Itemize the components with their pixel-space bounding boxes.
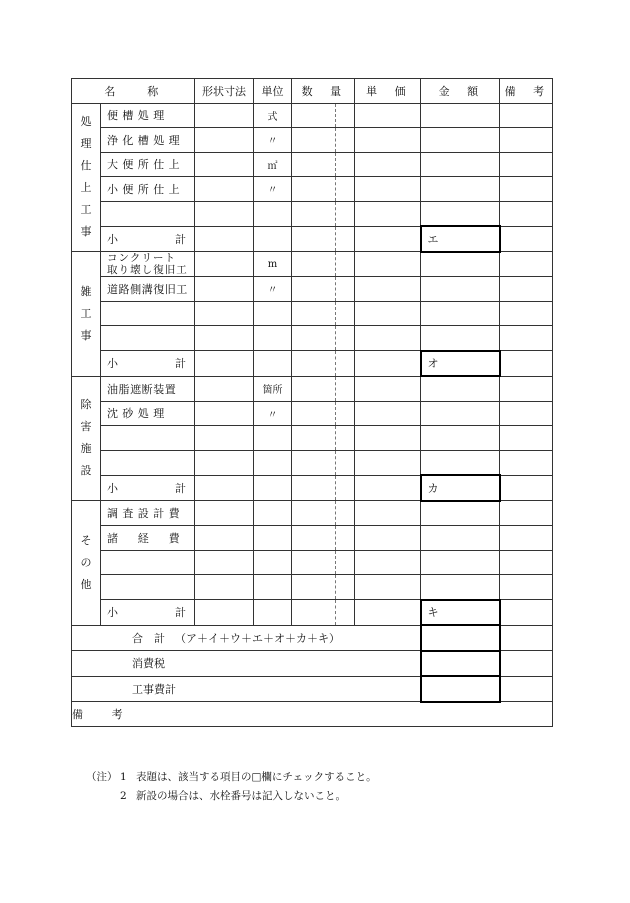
subtotal-amount-box: キ: [421, 600, 500, 626]
amount-cell: [421, 177, 500, 202]
subtotal-row: [72, 351, 553, 377]
tax-row-label: 消費税: [72, 651, 421, 677]
item-name: 沈砂処理: [101, 401, 195, 426]
table-row: [72, 201, 553, 226]
qty-cell-2: [336, 575, 355, 600]
category-char: の: [80, 555, 92, 569]
amount-cell: [421, 128, 500, 153]
unit-cell: [254, 526, 292, 551]
dims-cell: [195, 152, 254, 177]
note-number: 1: [120, 771, 127, 783]
item-name-line: 取り壊し復旧工: [107, 264, 188, 276]
price-cell: [355, 550, 421, 575]
dims-cell: [195, 351, 254, 377]
subtotal-label: [101, 600, 195, 626]
unit-cell: ㎡: [254, 152, 292, 177]
dims-cell: [195, 177, 254, 202]
total-row: [72, 676, 553, 702]
qty-cell: [292, 450, 336, 475]
sum-formula: （ア＋イ＋ウ＋エ＋オ＋カ＋キ）: [175, 631, 340, 645]
unit-cell: 箇所: [254, 376, 292, 401]
qty-cell: [292, 201, 336, 226]
tax-row-amount-box: [421, 651, 500, 677]
remarks-cell: [500, 600, 553, 626]
qty-cell-2: [336, 526, 355, 551]
header-price: 単 価: [355, 79, 421, 104]
table-row: [72, 152, 553, 177]
subtotal-char: 計: [175, 232, 187, 246]
unit-cell: m: [254, 252, 292, 277]
subtotal-amount-box: エ: [421, 226, 500, 252]
dims-cell: [195, 301, 254, 326]
remarks-cell: [500, 252, 553, 277]
category-char: 害: [80, 420, 92, 434]
qty-cell-2: [336, 351, 355, 377]
amount-cell: [421, 526, 500, 551]
dims-cell: [195, 550, 254, 575]
header-amount: 金 額: [421, 79, 500, 104]
table-row: [72, 326, 553, 351]
price-cell: [355, 600, 421, 626]
item-name: 油脂遮断装置: [101, 376, 195, 401]
table-row: [72, 103, 553, 128]
table-row: [72, 426, 553, 451]
table-row: [72, 252, 553, 277]
qty-cell: [292, 277, 336, 302]
header-unit: 単位: [254, 79, 292, 104]
dims-cell: [195, 475, 254, 501]
subtotal-row: [72, 226, 553, 252]
remarks-cell: [500, 351, 553, 377]
qty-cell-2: [336, 550, 355, 575]
dims-cell: [195, 103, 254, 128]
item-name: 便槽処理: [101, 103, 195, 128]
unit-cell: 〃: [254, 401, 292, 426]
tax-row: [72, 651, 553, 677]
sum-row: [72, 625, 553, 651]
table-row: [72, 575, 553, 600]
category-char: 事: [80, 225, 92, 239]
note-2: [86, 787, 377, 806]
unit-cell: [254, 426, 292, 451]
note-prefix: （注）: [86, 771, 118, 783]
total-row-label: 工事費計: [72, 676, 421, 702]
qty-cell-2: [336, 450, 355, 475]
unit-cell: [254, 450, 292, 475]
price-cell: [355, 401, 421, 426]
dims-cell: [195, 252, 254, 277]
qty-cell: [292, 326, 336, 351]
price-cell: [355, 450, 421, 475]
qty-cell: [292, 501, 336, 526]
unit-cell: [254, 351, 292, 377]
remarks-cell: [500, 152, 553, 177]
unit-cell: [254, 600, 292, 626]
qty-cell-2: [336, 600, 355, 626]
dims-cell: [195, 326, 254, 351]
category-char: 施: [80, 442, 92, 456]
unit-cell: 式: [254, 103, 292, 128]
subtotal-label: [101, 226, 195, 252]
subtotal-amount-box: オ: [421, 351, 500, 377]
price-cell: [355, 277, 421, 302]
qty-cell-2: [336, 277, 355, 302]
remarks-cell: [500, 226, 553, 252]
dims-cell: [195, 128, 254, 153]
amount-cell: [421, 376, 500, 401]
table-row: [72, 128, 553, 153]
remarks-cell: [500, 450, 553, 475]
qty-cell: [292, 401, 336, 426]
dims-cell: [195, 600, 254, 626]
note-text: 新設の場合は、水栓番号は記入しないこと。: [136, 790, 346, 802]
dims-cell: [195, 277, 254, 302]
qty-cell: [292, 351, 336, 377]
qty-cell: [292, 226, 336, 252]
category-char: 他: [80, 577, 92, 591]
price-cell: [355, 376, 421, 401]
qty-cell-2: [336, 128, 355, 153]
qty-cell: [292, 103, 336, 128]
category-char: 雑: [80, 284, 92, 298]
category-char: 処: [80, 115, 92, 129]
subtotal-amount-box: カ: [421, 475, 500, 501]
subtotal-char: 小: [107, 481, 118, 495]
amount-cell: [421, 301, 500, 326]
table-row: [72, 401, 553, 426]
unit-cell: [254, 201, 292, 226]
qty-cell: [292, 526, 336, 551]
subtotal-label: [101, 475, 195, 501]
qty-cell: [292, 376, 336, 401]
qty-cell-2: [336, 401, 355, 426]
qty-cell-2: [336, 301, 355, 326]
subtotal-row: [72, 600, 553, 626]
qty-cell-2: [336, 501, 355, 526]
header-name: 名 称: [72, 79, 195, 104]
remarks-cell: [500, 625, 553, 651]
qty-cell: [292, 575, 336, 600]
item-name: [101, 450, 195, 475]
price-cell: [355, 252, 421, 277]
note-text: 表題は、該当する項目の□欄にチェックすること。: [136, 771, 377, 783]
remarks-cell: [500, 201, 553, 226]
item-name: [101, 301, 195, 326]
category-label: [72, 103, 101, 252]
qty-cell-2: [336, 326, 355, 351]
category-char: 理: [80, 137, 92, 151]
remarks-row: [72, 702, 553, 727]
qty-cell-2: [336, 252, 355, 277]
price-cell: [355, 501, 421, 526]
category-char: そ: [80, 533, 92, 547]
qty-cell: [292, 600, 336, 626]
sum-row-amount-box: [421, 625, 500, 651]
amount-cell: [421, 550, 500, 575]
subtotal-char: 計: [175, 606, 187, 620]
subtotal-label: [101, 351, 195, 377]
price-cell: [355, 575, 421, 600]
unit-cell: 〃: [254, 128, 292, 153]
qty-cell: [292, 252, 336, 277]
table-row: [72, 177, 553, 202]
dims-cell: [195, 426, 254, 451]
amount-cell: [421, 501, 500, 526]
remarks-cell: [500, 103, 553, 128]
table-row: [72, 450, 553, 475]
total-row-amount-box: [421, 676, 500, 702]
category-char: 事: [80, 328, 92, 342]
remarks-cell: [500, 401, 553, 426]
qty-cell-2: [336, 226, 355, 252]
price-cell: [355, 152, 421, 177]
category-label: [72, 501, 101, 626]
dims-cell: [195, 401, 254, 426]
qty-cell-2: [336, 103, 355, 128]
qty-cell-2: [336, 201, 355, 226]
amount-cell: [421, 103, 500, 128]
qty-cell: [292, 426, 336, 451]
dims-cell: [195, 501, 254, 526]
remarks-cell: [500, 301, 553, 326]
category-char: 除: [80, 398, 92, 412]
table-row: [72, 376, 553, 401]
remarks-cell: [500, 475, 553, 501]
remarks-cell: [500, 550, 553, 575]
item-name: [101, 252, 195, 277]
dims-cell: [195, 376, 254, 401]
table-row: [72, 301, 553, 326]
subtotal-char: 計: [175, 357, 187, 371]
price-cell: [355, 177, 421, 202]
remarks-cell: [500, 651, 553, 677]
item-name: [101, 550, 195, 575]
category-char: 上: [80, 181, 92, 195]
qty-cell: [292, 128, 336, 153]
table-row: [72, 550, 553, 575]
amount-cell: [421, 575, 500, 600]
item-name: [101, 426, 195, 451]
header-remarks: 備 考: [500, 79, 553, 104]
price-cell: [355, 128, 421, 153]
dims-cell: [195, 450, 254, 475]
price-cell: [355, 301, 421, 326]
subtotal-char: 計: [175, 481, 187, 495]
item-name: [101, 326, 195, 351]
remarks-cell: [500, 277, 553, 302]
price-cell: [355, 201, 421, 226]
amount-cell: [421, 450, 500, 475]
remarks-cell: [500, 676, 553, 702]
unit-cell: [254, 575, 292, 600]
remarks-cell: [500, 177, 553, 202]
category-char: 設: [80, 464, 92, 478]
price-cell: [355, 226, 421, 252]
category-label: [72, 252, 101, 377]
price-cell: [355, 526, 421, 551]
item-name-line: コンクリート: [107, 252, 177, 264]
remarks-cell: [500, 326, 553, 351]
category-char: 仕: [80, 159, 92, 173]
table-row: [72, 277, 553, 302]
item-name: [101, 575, 195, 600]
unit-cell: [254, 475, 292, 501]
remarks-cell: [500, 501, 553, 526]
header-row: [72, 79, 553, 104]
price-cell: [355, 103, 421, 128]
dims-cell: [195, 201, 254, 226]
subtotal-row: [72, 475, 553, 501]
notes: [86, 768, 377, 806]
category-char: 工: [80, 306, 92, 320]
item-name: 道路側溝復旧工: [101, 277, 195, 302]
subtotal-char: 小: [107, 357, 118, 371]
unit-cell: 〃: [254, 177, 292, 202]
unit-cell: [254, 501, 292, 526]
remarks-cell: [500, 376, 553, 401]
sum-label-text: 合 計: [132, 631, 165, 645]
qty-cell: [292, 152, 336, 177]
price-cell: [355, 326, 421, 351]
note-1: [86, 768, 377, 787]
item-name: 諸 経 費: [101, 526, 195, 551]
unit-cell: [254, 226, 292, 252]
item-name: 浄化槽処理: [101, 128, 195, 153]
amount-cell: [421, 426, 500, 451]
unit-cell: [254, 550, 292, 575]
qty-cell-2: [336, 475, 355, 501]
dims-cell: [195, 526, 254, 551]
price-cell: [355, 426, 421, 451]
qty-cell-2: [336, 177, 355, 202]
amount-cell: [421, 326, 500, 351]
header-dims: 形状寸法: [195, 79, 254, 104]
item-name: 大便所仕上: [101, 152, 195, 177]
note-number: 2: [120, 790, 127, 802]
subtotal-char: 小: [107, 232, 118, 246]
amount-cell: [421, 152, 500, 177]
qty-cell-2: [336, 376, 355, 401]
remarks-label: 備 考: [72, 702, 553, 727]
remarks-cell: [500, 575, 553, 600]
remarks-cell: [500, 526, 553, 551]
amount-cell: [421, 201, 500, 226]
category-label: [72, 376, 101, 501]
table-row: [72, 501, 553, 526]
remarks-cell: [500, 426, 553, 451]
qty-cell-2: [336, 426, 355, 451]
item-name: [101, 201, 195, 226]
qty-cell: [292, 550, 336, 575]
sum-row-label: [72, 625, 421, 651]
amount-cell: [421, 252, 500, 277]
qty-cell: [292, 301, 336, 326]
unit-cell: [254, 301, 292, 326]
unit-cell: 〃: [254, 277, 292, 302]
item-name: 小便所仕上: [101, 177, 195, 202]
qty-cell-2: [336, 152, 355, 177]
dims-cell: [195, 575, 254, 600]
dims-cell: [195, 226, 254, 252]
price-cell: [355, 475, 421, 501]
item-name: 調査設計費: [101, 501, 195, 526]
subtotal-char: 小: [107, 606, 118, 620]
header-qty: 数 量: [292, 79, 355, 104]
qty-cell: [292, 475, 336, 501]
unit-cell: [254, 326, 292, 351]
table-row: [72, 526, 553, 551]
category-char: 工: [80, 203, 92, 217]
amount-cell: [421, 277, 500, 302]
qty-cell: [292, 177, 336, 202]
price-cell: [355, 351, 421, 377]
cost-breakdown-table: [71, 78, 553, 727]
remarks-cell: [500, 128, 553, 153]
amount-cell: [421, 401, 500, 426]
